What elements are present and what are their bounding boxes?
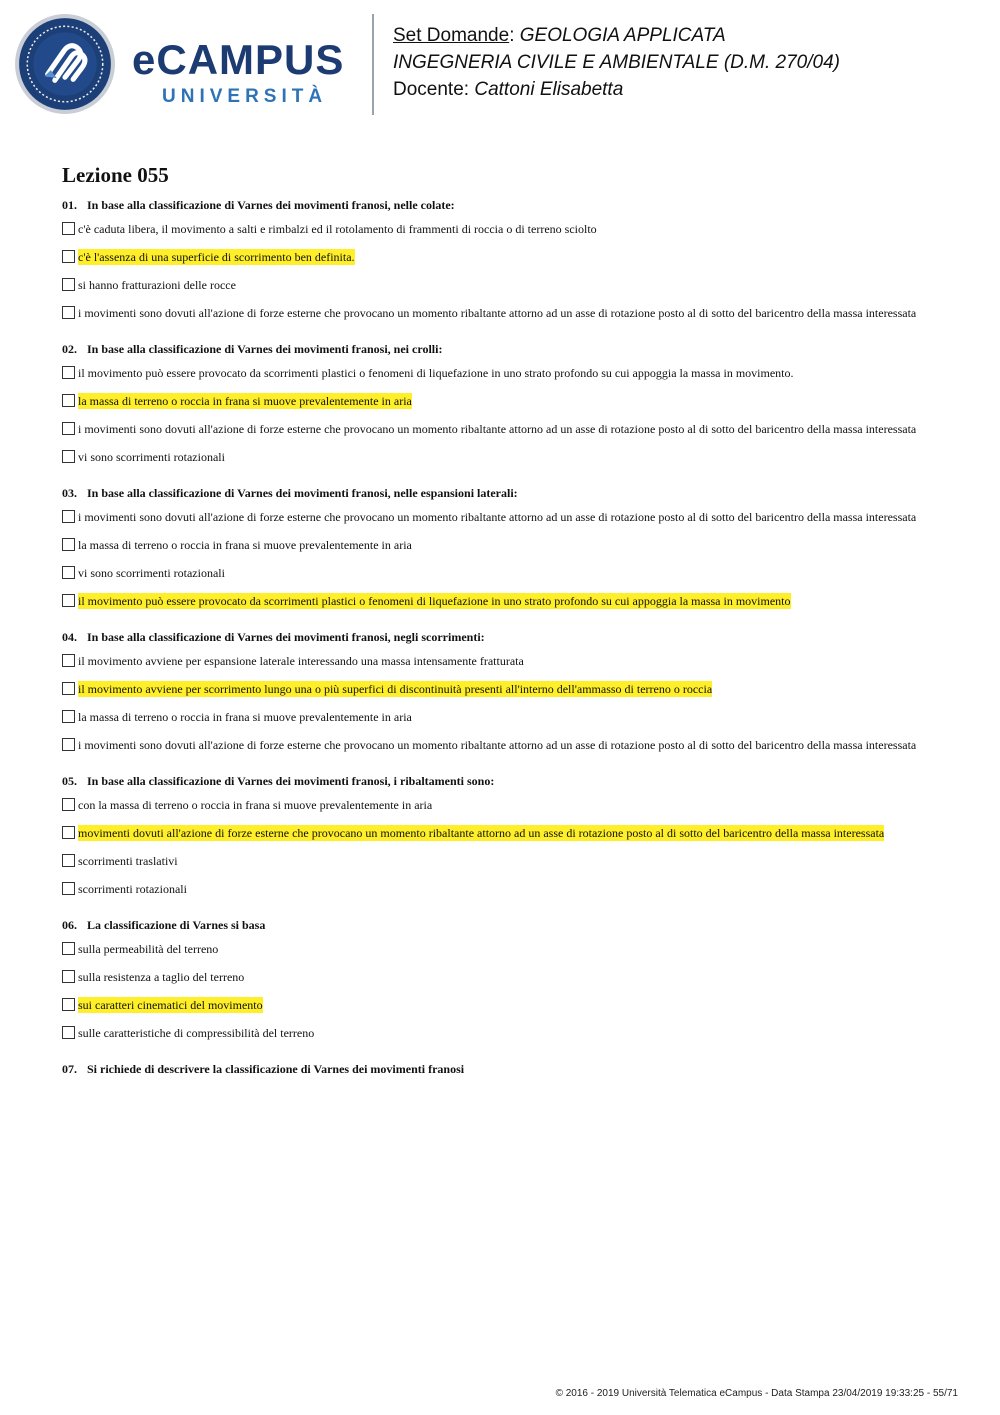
- question-list: [62, 197, 942, 1096]
- answer-option: [62, 942, 942, 958]
- question-number: 07.: [62, 1062, 77, 1076]
- course-title-line: Set Domande: GEOLOGIA APPLICATA: [393, 25, 726, 46]
- highlighted-answer-text: il movimento avviene per scorrimento lungo una o più superfici di discontinuità presenti all'interno dell'ammasso di terreno o roccia: [78, 682, 713, 696]
- question-block: [62, 773, 942, 898]
- teacher-name: Cattoni Elisabetta: [474, 79, 624, 100]
- answer-text: sulle caratteristiche di compressibilità del terreno: [78, 1026, 315, 1040]
- checkbox[interactable]: [62, 654, 75, 667]
- answer-option: [62, 682, 942, 698]
- answer-text: il movimento può essere provocato da scorrimenti plastici o fenomeni di liquefazione in uno strato profondo su cui appoggia la massa in movimento.: [78, 366, 794, 380]
- answer-option: [62, 422, 942, 438]
- answer-text: scorrimenti traslativi: [78, 854, 178, 868]
- question-block: [62, 917, 942, 1042]
- answer-text: c'è caduta libera, il movimento a salti e rimbalzi ed il rotolamento di frammenti di roccia o di terreno sciolto: [78, 222, 597, 236]
- question-text: La classificazione di Varnes si basa: [87, 918, 266, 932]
- checkbox[interactable]: [62, 826, 75, 839]
- header-divider: [372, 14, 374, 115]
- question-block: [62, 1061, 942, 1077]
- checkbox[interactable]: [62, 970, 75, 983]
- answer-text: la massa di terreno o roccia in frana si muove prevalentemente in aria: [78, 710, 412, 724]
- question-number: 01.: [62, 198, 77, 212]
- brand-name: eCAMPUS: [132, 36, 345, 83]
- question-number: 05.: [62, 774, 77, 788]
- checkbox[interactable]: [62, 594, 75, 607]
- answer-text: si hanno fratturazioni delle rocce: [78, 278, 236, 292]
- course-info: [393, 22, 840, 103]
- answer-option: [62, 710, 942, 726]
- answer-option: [62, 306, 942, 322]
- degree-line: [393, 49, 840, 76]
- answer-text: sulla resistenza a taglio del terreno: [78, 970, 245, 984]
- checkbox[interactable]: [62, 394, 75, 407]
- checkbox[interactable]: [62, 450, 75, 463]
- answer-text: scorrimenti rotazionali: [78, 882, 187, 896]
- question-title: [62, 1061, 942, 1077]
- answer-text: vi sono scorrimenti rotazionali: [78, 566, 225, 580]
- answer-text: il movimento avviene per espansione laterale interessando una massa intensamente fratturata: [78, 654, 524, 668]
- answer-option: [62, 450, 942, 466]
- question-title: [62, 197, 942, 213]
- checkbox[interactable]: [62, 998, 75, 1011]
- checkbox[interactable]: [62, 882, 75, 895]
- set-label: Set Domande: [393, 25, 510, 46]
- answer-text: i movimenti sono dovuti all'azione di forze esterne che provocano un momento ribaltante attorno ad un asse di rotazione posto al di sotto del baricentro della massa interessata: [78, 510, 917, 524]
- checkbox[interactable]: [62, 278, 75, 291]
- question-title: [62, 341, 942, 357]
- university-logo-icon: [14, 13, 116, 115]
- question-block: [62, 197, 942, 322]
- answer-option: [62, 738, 942, 754]
- checkbox[interactable]: [62, 942, 75, 955]
- lesson-title: Lezione 055: [62, 163, 169, 187]
- question-number: 03.: [62, 486, 77, 500]
- answer-option: [62, 366, 942, 382]
- answer-option: [62, 1026, 942, 1042]
- highlighted-answer-text: movimenti dovuti all'azione di forze esterne che provocano un momento ribaltante attorno ad un asse di rotazione posto al di sotto del baricentro della massa interessata: [78, 826, 885, 840]
- checkbox[interactable]: [62, 682, 75, 695]
- answer-option: [62, 394, 942, 410]
- answer-option: [62, 594, 942, 610]
- checkbox[interactable]: [62, 538, 75, 551]
- checkbox[interactable]: [62, 422, 75, 435]
- checkbox[interactable]: [62, 710, 75, 723]
- checkbox[interactable]: [62, 798, 75, 811]
- question-title: [62, 629, 942, 645]
- answer-text: i movimenti sono dovuti all'azione di forze esterne che provocano un momento ribaltante attorno ad un asse di rotazione posto al di sotto del baricentro della massa interessata: [78, 306, 917, 320]
- question-text: In base alla classificazione di Varnes dei movimenti franosi, nelle colate:: [87, 198, 455, 212]
- checkbox[interactable]: [62, 1026, 75, 1039]
- answer-option: [62, 250, 942, 266]
- answer-option: [62, 278, 942, 294]
- checkbox[interactable]: [62, 250, 75, 263]
- highlighted-answer-text: la massa di terreno o roccia in frana si muove prevalentemente in aria: [78, 394, 412, 408]
- question-text: In base alla classificazione di Varnes dei movimenti franosi, i ribaltamenti sono:: [87, 774, 495, 788]
- answer-text: con la massa di terreno o roccia in frana si muove prevalentemente in aria: [78, 798, 433, 812]
- answer-option: [62, 970, 942, 986]
- checkbox[interactable]: [62, 306, 75, 319]
- highlighted-answer-text: c'è l'assenza di una superficie di scorrimento ben definita.: [78, 250, 355, 264]
- highlighted-answer-text: il movimento può essere provocato da scorrimenti plastici o fenomeni di liquefazione in uno strato profondo su cui appoggia la massa in movimento: [78, 594, 791, 608]
- question-text: In base alla classificazione di Varnes dei movimenti franosi, nei crolli:: [87, 342, 443, 356]
- question-number: 02.: [62, 342, 77, 356]
- answer-text: sulla permeabilità del terreno: [78, 942, 219, 956]
- teacher-label: Docente: [393, 79, 464, 100]
- answer-option: [62, 998, 942, 1014]
- answer-option: [62, 538, 942, 554]
- answer-text: i movimenti sono dovuti all'azione di forze esterne che provocano un momento ribaltante attorno ad un asse di rotazione posto al di sotto del baricentro della massa interessata: [78, 422, 917, 436]
- answer-text: la massa di terreno o roccia in frana si muove prevalentemente in aria: [78, 538, 412, 552]
- checkbox[interactable]: [62, 510, 75, 523]
- question-number: 06.: [62, 918, 77, 932]
- question-title: [62, 485, 942, 501]
- checkbox[interactable]: [62, 738, 75, 751]
- question-block: [62, 485, 942, 610]
- question-title: [62, 773, 942, 789]
- answer-option: [62, 826, 942, 842]
- question-block: [62, 341, 942, 466]
- answer-text: i movimenti sono dovuti all'azione di forze esterne che provocano un momento ribaltante attorno ad un asse di rotazione posto al di sotto del baricentro della massa interessata: [78, 738, 917, 752]
- answer-option: [62, 222, 942, 238]
- question-text: In base alla classificazione di Varnes dei movimenti franosi, nelle espansioni laterali:: [87, 486, 518, 500]
- answer-option: [62, 510, 942, 526]
- checkbox[interactable]: [62, 366, 75, 379]
- answer-option: [62, 798, 942, 814]
- answer-option: [62, 566, 942, 582]
- question-text: In base alla classificazione di Varnes dei movimenti franosi, negli scorrimenti:: [87, 630, 485, 644]
- course-title: GEOLOGIA APPLICATA: [519, 25, 726, 46]
- checkbox[interactable]: [62, 222, 75, 235]
- teacher-line: Docente: Cattoni Elisabetta: [393, 79, 624, 100]
- question-number: 04.: [62, 630, 77, 644]
- question-text: Si richiede di descrivere la classificazione di Varnes dei movimenti franosi: [87, 1062, 465, 1076]
- degree-name: INGEGNERIA CIVILE E AMBIENTALE (D.M. 270/04): [393, 52, 840, 73]
- question-title: [62, 917, 942, 933]
- answer-option: [62, 854, 942, 870]
- highlighted-answer-text: sui caratteri cinematici del movimento: [78, 998, 263, 1012]
- question-block: [62, 629, 942, 754]
- answer-option: [62, 654, 942, 670]
- checkbox[interactable]: [62, 854, 75, 867]
- page-header: [0, 0, 1000, 130]
- answer-option: [62, 882, 942, 898]
- answer-text: vi sono scorrimenti rotazionali: [78, 450, 225, 464]
- brand-subname: UNIVERSITÀ: [162, 86, 328, 107]
- page-footer: © 2016 - 2019 Università Telematica eCampus - Data Stampa 23/04/2019 19:33:25 - 55/71: [555, 1388, 958, 1399]
- checkbox[interactable]: [62, 566, 75, 579]
